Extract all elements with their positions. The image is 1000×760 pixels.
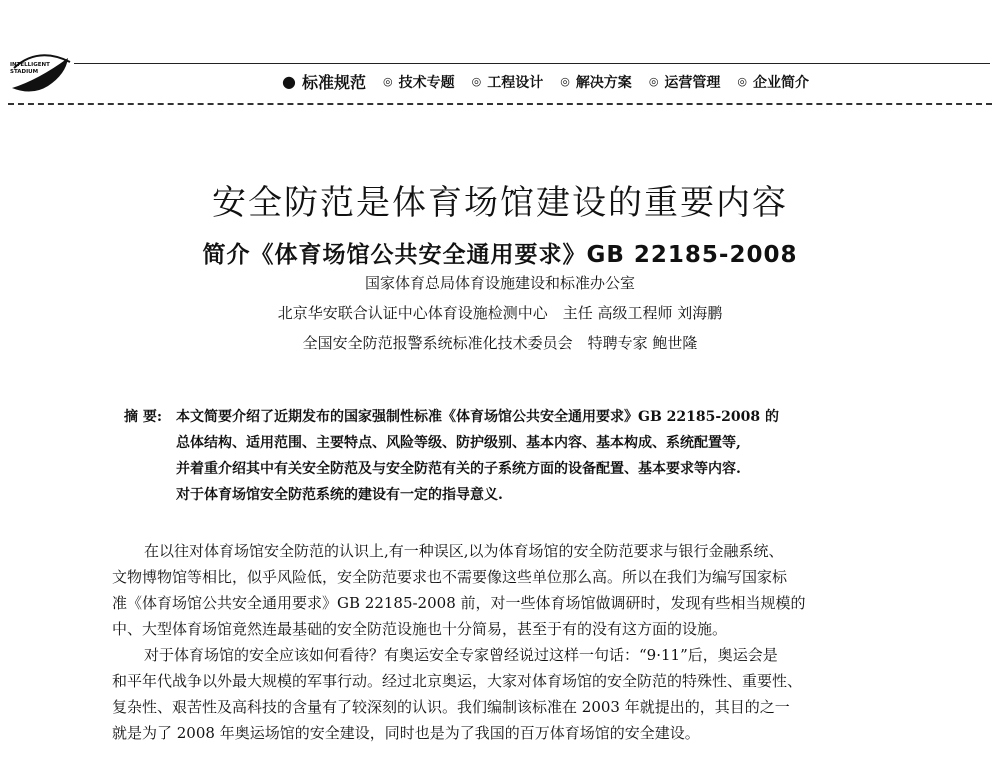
article-body xyxy=(112,538,922,746)
nav-item-engineering-design[interactable] xyxy=(472,72,544,92)
header-rule xyxy=(74,63,990,64)
author-block xyxy=(0,268,1000,358)
nav-item-operations[interactable] xyxy=(649,72,721,92)
body-line: 和平年代战争以外最大规模的军事行动。经过北京奥运，大家对体育场馆的安全防范的特殊性、重要性、 xyxy=(112,672,803,690)
header-dashed-divider xyxy=(8,103,992,105)
logo-text-line-2: STADIUM xyxy=(10,69,39,75)
nav-item-label: 技术专题 xyxy=(398,74,455,91)
body-line: 在以往对体育场馆安全防范的认识上,有一种误区,以为体育场馆的安全防范要求与银行金融系统、 xyxy=(144,542,784,560)
target-circle-icon: ◎ xyxy=(382,75,393,88)
body-line: 文物博物馆等相比，似乎风险低，安全防范要求也不需要像这些单位那么高。所以在我们为编写国家标 xyxy=(112,568,788,586)
target-circle-icon: ◎ xyxy=(737,75,748,88)
nav-item-solutions[interactable] xyxy=(560,72,632,92)
abstract-line: 并着重介绍其中有关安全防范及与安全防范有关的子系统方面的设备配置、基本要求等内容. xyxy=(176,461,741,477)
article-title: 安全防范是体育场馆建设的重要内容 xyxy=(212,182,788,223)
nav-item-company[interactable] xyxy=(737,72,809,92)
section-nav xyxy=(282,70,809,93)
target-circle-icon: ◎ xyxy=(648,75,659,88)
body-line: 准《体育场馆公共安全通用要求》GB 22185-2008 前，对一些体育场馆做调研时，发现有些相当规模的 xyxy=(112,594,806,612)
body-line: 对于体育场馆的安全应该如何看待？有奥运安全专家曾经说过这样一句话：“9·11”后，奥运会是 xyxy=(144,646,778,664)
author-line: 全国安全防范报警系统标准化技术委员会 特聘专家 鲍世隆 xyxy=(302,334,698,352)
nav-item-label: 解决方案 xyxy=(575,74,632,91)
logo-text-line-1: INTELLIGENT xyxy=(10,62,50,68)
body-line: 中、大型体育场馆竟然连最基础的安全防范设施也十分简易，甚至于有的没有这方面的设施。 xyxy=(112,620,728,638)
nav-item-tech-topics[interactable] xyxy=(383,72,455,92)
body-line: 就是为了 2008 年奥运场馆的安全建设，同时也是为了我国的百万体育场馆的安全建设。 xyxy=(112,724,700,742)
nav-item-label: 企业简介 xyxy=(753,74,810,91)
stadium-logo-icon xyxy=(8,40,74,98)
abstract-line: 对于体育场馆安全防范系统的建设有一定的指导意义. xyxy=(176,487,503,503)
abstract-line: 本文简要介绍了近期发布的国家强制性标准《体育场馆公共安全通用要求》GB 22185-2008 的 xyxy=(176,409,780,425)
author-line: 北京华安联合认证中心体育设施检测中心 主任 高级工程师 刘海鹏 xyxy=(277,304,723,322)
nav-item-label: 运营管理 xyxy=(664,74,721,91)
target-circle-icon: ◎ xyxy=(471,75,482,88)
filled-circle-icon: ● xyxy=(282,72,296,91)
nav-item-standards[interactable] xyxy=(282,70,366,93)
article-subtitle: 简介《体育场馆公共安全通用要求》GB 22185-2008 xyxy=(202,242,798,269)
nav-item-label: 标准规范 xyxy=(301,73,366,92)
target-circle-icon: ◎ xyxy=(560,75,570,88)
abstract xyxy=(124,404,914,508)
author-line: 国家体育总局体育设施建设和标准办公室 xyxy=(364,274,635,292)
body-line: 复杂性、艰苦性及高科技的含量有了较深刻的认识。我们编制该标准在 2003 年就提出的，其目的之一 xyxy=(112,698,790,716)
abstract-line: 总体结构、适用范围、主要特点、风险等级、防护级别、基本内容、基本构成、系统配置等, xyxy=(176,435,741,451)
abstract-label: 摘 要: xyxy=(124,409,163,425)
abstract-text xyxy=(176,404,914,508)
nav-item-label: 工程设计 xyxy=(487,74,544,91)
